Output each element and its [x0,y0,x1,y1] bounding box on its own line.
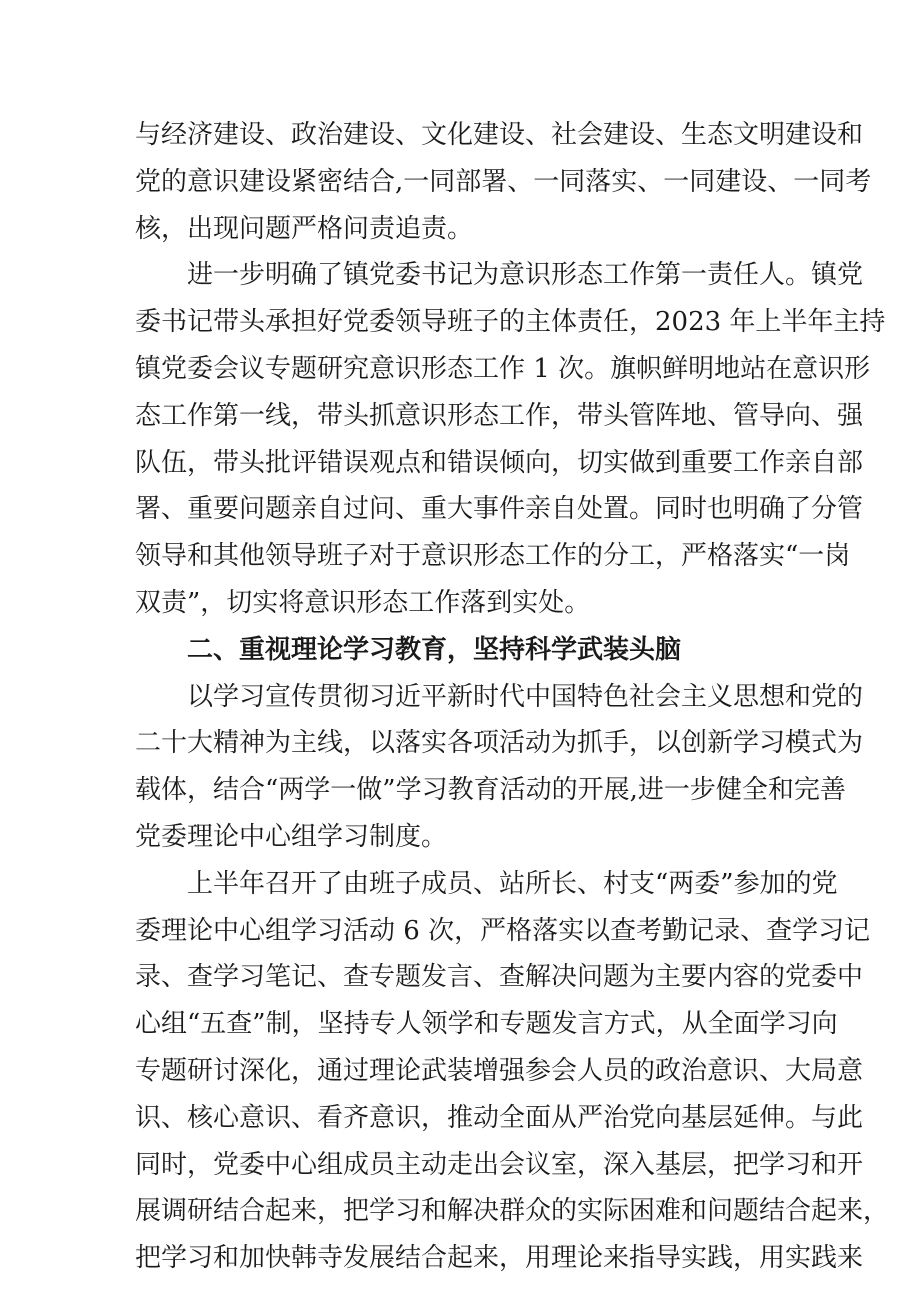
paragraph-line: 以学习宣传贯彻习近平新时代中国特色社会主义思想和党的 [187,681,864,712]
paragraph [135,861,890,1282]
paragraph-line: 双责”，切实将意识形态工作落到实处。 [135,587,591,618]
paragraph-line: 识、核心意识、看齐意识，推动全面从严治党向基层延伸。与此 [135,1102,864,1133]
document-body [135,112,890,1282]
paragraph-line: 署、重要问题亲自过问、重大事件亲自处置。同时也明确了分管 [135,494,864,525]
paragraph-line: 委书记带头承担好党委领导班子的主体责任，2023 年上半年主持 [135,307,886,338]
paragraph-line: 党的意识建设紧密结合,一同部署、一同落实、一同建设、一同考 [135,166,872,197]
paragraph-line: 录、查学习笔记、查专题发言、查解决问题为主要内容的党委中 [135,962,864,993]
paragraph-line: 委理论中心组学习活动 6 次，严格落实以查考勤记录、查学习记 [135,915,871,946]
paragraph-line: 心组“五查”制，坚持专人领学和专题发言方式，从全面学习向 [135,1009,838,1040]
paragraph-line: 把学习和加快韩寺发展结合起来，用理论来指导实践，用实践来 [135,1243,864,1274]
paragraph-line: 队伍，带头批评错误观点和错误倾向，切实做到重要工作亲自部 [135,447,864,478]
paragraph-line: 核，出现问题严格问责追责。 [135,213,474,244]
paragraph-line: 与经济建设、政治建设、文化建设、社会建设、生态文明建设和 [135,120,864,150]
paragraph-line: 二十大精神为主线，以落实各项活动为抓手，以创新学习模式为 [135,728,864,759]
paragraph [135,252,886,626]
paragraph-line: 镇党委会议专题研究意识形态工作 1 次。旗帜鲜明地站在意识形 [135,353,871,384]
paragraph [135,112,872,252]
section-heading [135,627,795,674]
paragraph-line: 载体，结合“两学一做”学习教育活动的开展,进一步健全和完善 [135,775,846,806]
paragraph [135,674,864,861]
paragraph-line: 专题研讨深化，通过理论武装增强参会人员的政治意识、大局意 [135,1055,864,1086]
paragraph-line: 上半年召开了由班子成员、站所长、村支“两委”参加的党 [187,868,838,899]
heading-text: 二、重视理论学习教育，坚持科学武装头脑 [187,634,682,665]
paragraph-line: 党委理论中心组学习制度。 [135,821,448,852]
paragraph-line: 领导和其他领导班子对于意识形态工作的分工，严格落实“一岗 [135,541,851,572]
paragraph-line: 进一步明确了镇党委书记为意识形态工作第一责任人。镇党 [187,260,864,291]
paragraph-line: 态工作第一线，带头抓意识形态工作，带头管阵地、管导向、强 [135,400,864,431]
paragraph-line: 同时，党委中心组成员主动走出会议室，深入基层，把学习和开 [135,1149,864,1180]
paragraph-line: 展调研结合起来，把学习和解决群众的实际困难和问题结合起来， [135,1196,890,1227]
